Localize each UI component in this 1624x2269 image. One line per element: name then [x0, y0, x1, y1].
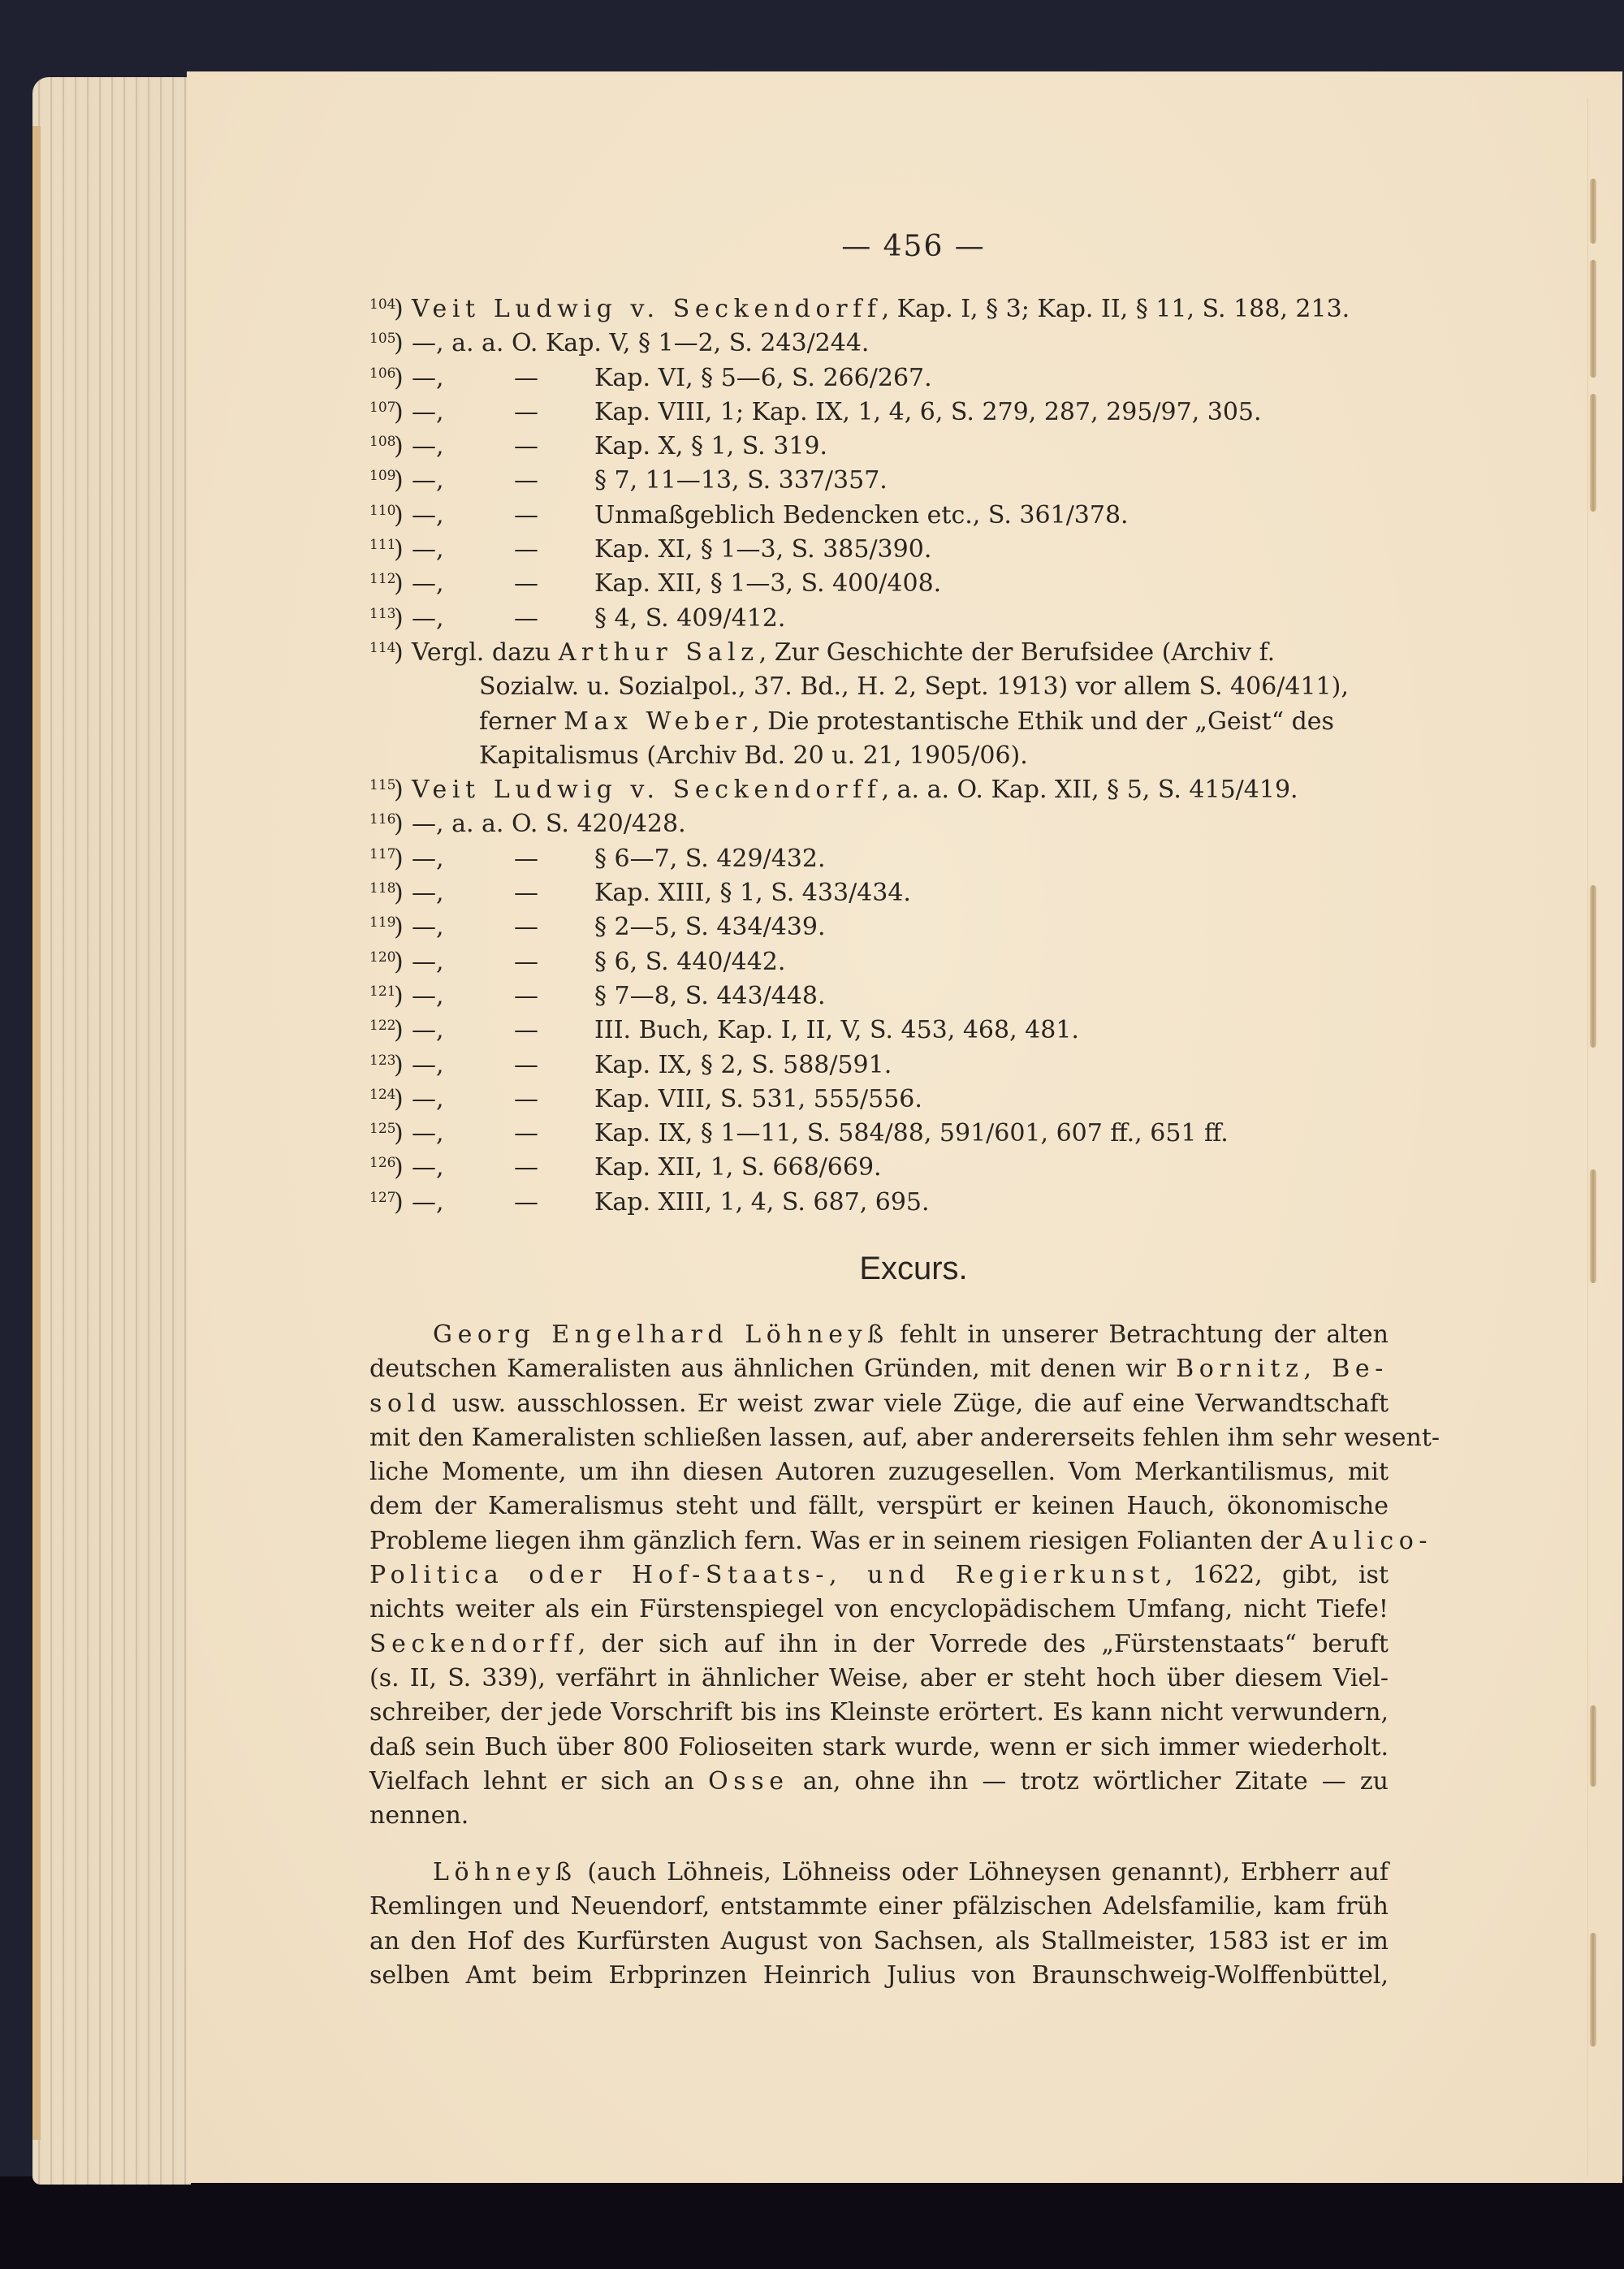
- footnote-number: 116: [369, 811, 396, 828]
- author-name: Bornitz, Be-: [1176, 1355, 1389, 1384]
- footnote-117: 117 ) —, — § 6—7, S. 429/432.: [369, 842, 1425, 876]
- footnote-113: 113 ) —, — § 4, S. 409/412.: [369, 602, 1425, 636]
- footnote-number: 113: [369, 605, 396, 622]
- ditto-mark: —,: [412, 1119, 444, 1148]
- footnote-number: 126: [369, 1155, 396, 1172]
- binding-stitch: [1590, 179, 1596, 244]
- footnote-115: 115 ) Veit Ludwig v. Seckendorff, a. a. O. Kap. XII, § 5, S. 415/419.: [369, 773, 1425, 807]
- footnote-text: , a. a. O. Kap. XII, § 5, S. 415/419.: [881, 776, 1298, 805]
- footnote-text: Kap. XII, § 1—3, S. 400/408.: [594, 569, 942, 599]
- footnote-text: , Zur Geschichte der Berufsidee (Archiv f.: [758, 637, 1276, 667]
- ditto-mark: —,: [412, 913, 444, 942]
- footnote-text: ferner: [479, 707, 564, 736]
- page-number: — 456 —: [841, 230, 986, 263]
- ditto-mark: —: [514, 363, 538, 392]
- ditto-mark: —: [514, 603, 538, 633]
- book-title: Aulico-: [1309, 1526, 1433, 1555]
- footnote-114-cont: [369, 670, 1425, 704]
- footnote-number: 124: [369, 1086, 396, 1103]
- text: an, ohne ihn — trotz wörtlicher Zitate — zu: [788, 1766, 1389, 1796]
- footnote-text: Kap. IX, § 2, S. 588/591.: [594, 1050, 892, 1079]
- ditto-mark: —,: [412, 535, 444, 564]
- footnote-number: 125: [369, 1121, 396, 1138]
- text-line: dem der Kameralismus steht und fällt, verspürt er keinen Hauch, ökonomische: [369, 1492, 1389, 1521]
- ditto-mark: —: [514, 1153, 538, 1182]
- footnote-number: 111: [369, 537, 396, 554]
- ditto-mark: —,: [412, 363, 444, 392]
- ditto-mark: —: [514, 432, 538, 461]
- text-line: nichts weiter als ein Fürstenspiegel von encyclopädischem Umfang, nicht Tiefe!: [369, 1595, 1389, 1624]
- ditto-mark: —,: [412, 1187, 444, 1217]
- footnote-number: 122: [369, 1018, 396, 1035]
- footnote-text: Kap. VIII, 1; Kap. IX, 1, 4, 6, S. 279, 287, 295/97, 305.: [594, 397, 1262, 426]
- footnote-text: Sozialw. u. Sozialpol., 37. Bd., H. 2, Sept. 1913) vor allem S. 406/411),: [479, 672, 1349, 702]
- binding-stitch: [1590, 1169, 1596, 1283]
- footnote-number: 117: [369, 845, 396, 862]
- footnote-114: 114 ) Vergl. dazu Arthur Salz, Zur Geschichte der Berufsidee (Archiv f.: [369, 636, 1425, 670]
- text-line: mit den Kameralisten schließen lassen, auf, aber andererseits fehlen ihm sehr wesent-: [369, 1423, 1440, 1452]
- footnote-108: 108 ) —, — Kap. X, § 1, S. 319.: [369, 430, 1425, 464]
- text-line: [369, 1352, 1389, 1386]
- text-line: [369, 1627, 1389, 1662]
- ditto-mark: —: [514, 947, 538, 976]
- ditto-mark: —,: [412, 569, 444, 599]
- footnote-text: , Kap. I, § 3; Kap. II, § 11, S. 188, 213.: [881, 295, 1350, 323]
- footnote-104: 104 ) Veit Ludwig v. Seckendorff, Kap. I, § 3; Kap. II, § 11, S. 188, 213.: [369, 292, 1425, 326]
- ditto-mark: —: [514, 1016, 538, 1045]
- author-name: Osse: [708, 1766, 789, 1796]
- ditto-mark: —: [514, 1050, 538, 1079]
- footnote-text: § 6, S. 440/442.: [594, 947, 786, 976]
- footnote-text: Unmaßgeblich Bedencken etc., S. 361/378.: [594, 500, 1129, 529]
- ditto-mark: —,: [412, 879, 444, 908]
- footnote-112: 112 ) —, — Kap. XII, § 1—3, S. 400/408.: [369, 567, 1425, 601]
- footnote-number: 106: [369, 365, 396, 382]
- footnote-120: 120 ) —, — § 6, S. 440/442.: [369, 945, 1425, 979]
- book-title: Politica oder Hof-Staats-, und Regierkunst: [369, 1561, 1165, 1590]
- author-name: Max Weber: [564, 707, 753, 736]
- footnote-number: 108: [369, 434, 396, 451]
- footnote-text: Kap. XII, 1, S. 668/669.: [594, 1153, 882, 1182]
- text-line: [369, 1318, 1389, 1352]
- text-line: [369, 1765, 1389, 1799]
- ditto-mark: —: [514, 397, 538, 426]
- footnote-119: 119 ) —, — § 2—5, S. 434/439.: [369, 910, 1425, 944]
- footnote-text: —, a. a. O. Kap. V, § 1—2, S. 243/244.: [412, 329, 870, 358]
- footnote-number: 119: [369, 914, 396, 931]
- footnote-number: 107: [369, 399, 396, 416]
- ditto-mark: —,: [412, 1016, 444, 1045]
- book-page-edges: [32, 77, 191, 2185]
- footnote-text: Kap. XI, § 1—3, S. 385/390.: [594, 535, 932, 564]
- footnote-125: 125 ) —, — Kap. IX, § 1—11, S. 584/88, 591/601, 607 ff., 651 ff.: [369, 1117, 1425, 1151]
- ditto-mark: —: [514, 1084, 538, 1113]
- footnote-text: § 6—7, S. 429/432.: [594, 844, 826, 873]
- text-line: schreiber, der jede Vorschrift bis ins Kleinste erörtert. Es kann nicht verwundern,: [369, 1698, 1389, 1727]
- ditto-mark: —: [514, 1187, 538, 1217]
- footnotes: [369, 292, 1425, 1220]
- footnote-number: 104: [369, 296, 396, 313]
- footnote-text: —, a. a. O. S. 420/428.: [412, 810, 686, 839]
- binding-stitch: [1590, 260, 1596, 378]
- excurs-paragraph-2: [369, 1856, 1389, 1993]
- footnote-123: 123 ) —, — Kap. IX, § 2, S. 588/591.: [369, 1048, 1425, 1083]
- text-line: an den Hof des Kurfürsten August von Sachsen, als Stallmeister, 1583 ist er im: [369, 1926, 1389, 1956]
- footnote-text: Kapitalismus (Archiv Bd. 20 u. 21, 1905/06).: [479, 741, 1028, 770]
- ditto-mark: —,: [412, 1084, 444, 1113]
- footnote-114-cont: [369, 705, 1425, 739]
- author-name: Veit Ludwig v. Seckendorff: [412, 776, 882, 805]
- author-name: Arthur Salz: [558, 637, 759, 667]
- ditto-mark: —: [514, 844, 538, 873]
- ditto-mark: —: [514, 569, 538, 599]
- text: , 1622, gibt, ist: [1164, 1561, 1389, 1590]
- footnote-number: 120: [369, 949, 396, 966]
- footnote-111: 111 ) —, — Kap. XI, § 1—3, S. 385/390.: [369, 533, 1425, 567]
- author-name: Veit Ludwig v. Seckendorff: [412, 295, 882, 323]
- ditto-mark: —: [514, 1119, 538, 1148]
- footnote-109: 109 ) —, — § 7, 11—13, S. 337/357.: [369, 464, 1425, 498]
- excurs-paragraph-1: [369, 1318, 1440, 1833]
- footnote-text: Kap. VI, § 5—6, S. 266/267.: [594, 363, 932, 392]
- binding-stitch: [1590, 1705, 1596, 1787]
- ditto-mark: —,: [412, 500, 444, 529]
- footnote-number: 118: [369, 880, 396, 897]
- ditto-mark: —: [514, 535, 538, 564]
- text-line: [369, 1558, 1389, 1593]
- text: usw. ausschlossen. Er weist zwar viele Züge, die auf eine Verwandtschaft: [441, 1389, 1389, 1418]
- footnote-110: 110 ) —, — Unmaßgeblich Bedencken etc., S. 361/378.: [369, 499, 1425, 533]
- footnote-text: Kap. VIII, S. 531, 555/556.: [594, 1084, 922, 1113]
- footnote-text: , Die protestantische Ethik und der „Geist“ des: [752, 707, 1334, 736]
- ditto-mark: —,: [412, 603, 444, 633]
- footnote-105: 105 ) —, a. a. O. Kap. V, § 1—2, S. 243/244.: [369, 326, 1425, 361]
- footnote-124: 124 ) —, — Kap. VIII, S. 531, 555/556.: [369, 1083, 1425, 1117]
- binding-stitch: [1590, 885, 1596, 1048]
- footnote-number: 109: [369, 468, 396, 485]
- binding-stitch: [1590, 394, 1596, 512]
- footnote-118: 118 ) —, — Kap. XIII, § 1, S. 433/434.: [369, 876, 1425, 910]
- footnote-number: 110: [369, 502, 396, 519]
- text-line: nennen.: [369, 1801, 469, 1830]
- ditto-mark: —,: [412, 947, 444, 976]
- ditto-mark: —: [514, 500, 538, 529]
- text-line: selben Amt beim Erbprinzen Heinrich Julius von Braunschweig-Wolffenbüttel,: [369, 1960, 1389, 1990]
- text-line: [369, 1856, 1389, 1890]
- ditto-mark: —,: [412, 981, 444, 1010]
- footnote-text: Kap. XIII, 1, 4, S. 687, 695.: [594, 1187, 930, 1217]
- ditto-mark: —,: [412, 1153, 444, 1182]
- text: Vielfach lehnt er sich an: [369, 1766, 709, 1796]
- footnote-122: 122 ) —, — III. Buch, Kap. I, II, V, S. 453, 468, 481.: [369, 1013, 1425, 1048]
- author-name: Georg Engelhard Löhneyß: [433, 1320, 889, 1349]
- footnote-number: 112: [369, 571, 396, 588]
- footnote-number: 127: [369, 1189, 396, 1206]
- footnote-text: § 7—8, S. 443/448.: [594, 981, 826, 1010]
- author-name: sold: [369, 1389, 442, 1418]
- ditto-mark: —: [514, 981, 538, 1010]
- text-line: Remlingen und Neuendorf, entstammte einer pfälzischen Adelsfamilie, kam früh: [369, 1892, 1389, 1921]
- footnote-number: 121: [369, 983, 396, 1000]
- ditto-mark: —: [514, 879, 538, 908]
- author-name: Löhneyß: [433, 1858, 577, 1887]
- footnote-text: Kap. XIII, § 1, S. 433/434.: [594, 879, 911, 908]
- footnote-number: 114: [369, 639, 396, 656]
- text-line: liche Momente, um ihn diesen Autoren zuzugesellen. Vom Merkantilismus, mit: [369, 1458, 1389, 1487]
- text-line: (s. II, S. 339), verfährt in ähnlicher Weise, aber er steht hoch über diesem Viel-: [369, 1663, 1389, 1692]
- text: fehlt in unserer Betrachtung der alten: [888, 1320, 1389, 1349]
- footnote-116: 116 ) —, a. a. O. S. 420/428.: [369, 807, 1425, 841]
- ditto-mark: —: [514, 466, 538, 495]
- footnote-126: 126 ) —, — Kap. XII, 1, S. 668/669.: [369, 1151, 1425, 1185]
- footnote-text: Kap. IX, § 1—11, S. 584/88, 591/601, 607 ff., 651 ff.: [594, 1119, 1229, 1148]
- footnote-number: 105: [369, 331, 396, 348]
- ditto-mark: —,: [412, 397, 444, 426]
- text: (auch Löhneis, Löhneiss oder Löhneysen genannt), Erbherr auf: [577, 1858, 1389, 1887]
- background-dark-surface: [0, 2176, 1624, 2269]
- text-line: [369, 1387, 1389, 1421]
- author-name: Seckendorff: [369, 1629, 578, 1658]
- text: , der sich auf ihn in der Vorrede des „Fürstenstaats“ beruft: [577, 1629, 1389, 1658]
- footnote-127: 127 ) —, — Kap. XIII, 1, 4, S. 687, 695.: [369, 1186, 1425, 1220]
- footnote-text: § 4, S. 409/412.: [594, 603, 786, 633]
- ditto-mark: —,: [412, 466, 444, 495]
- binding-stitch: [1590, 1933, 1596, 2046]
- footnote-114-cont: [369, 739, 1425, 773]
- footnote-text: Kap. X, § 1, S. 319.: [594, 432, 828, 461]
- text: Probleme liegen ihm gänzlich fern. Was er in seinem riesigen Folianten der: [369, 1526, 1310, 1555]
- ditto-mark: —,: [412, 844, 444, 873]
- section-heading: Excurs.: [859, 1251, 968, 1286]
- ditto-mark: —: [514, 913, 538, 942]
- ditto-mark: —,: [412, 1050, 444, 1079]
- footnote-107: 107 ) —, — Kap. VIII, 1; Kap. IX, 1, 4, 6, S. 279, 287, 295/97, 305.: [369, 395, 1425, 430]
- footnote-text: § 7, 11—13, S. 337/357.: [594, 466, 888, 495]
- footnote-number: 115: [369, 777, 396, 794]
- footnote-text: § 2—5, S. 434/439.: [594, 913, 826, 942]
- text-line: daß sein Buch über 800 Folioseiten stark wurde, wenn er sich immer wiederholt.: [369, 1732, 1389, 1761]
- footnote-106: 106 ) —, — Kap. VI, § 5—6, S. 266/267.: [369, 361, 1425, 395]
- footnote-number: 123: [369, 1052, 396, 1069]
- footnote-text: Vergl. dazu: [412, 637, 559, 667]
- footnote-text: III. Buch, Kap. I, II, V, S. 453, 468, 481.: [594, 1016, 1079, 1045]
- ditto-mark: —,: [412, 432, 444, 461]
- text: deutschen Kameralisten aus ähnlichen Gründen, mit denen wir: [369, 1355, 1177, 1384]
- footnote-121: 121 ) —, — § 7—8, S. 443/448.: [369, 979, 1425, 1013]
- text-line: [369, 1524, 1433, 1558]
